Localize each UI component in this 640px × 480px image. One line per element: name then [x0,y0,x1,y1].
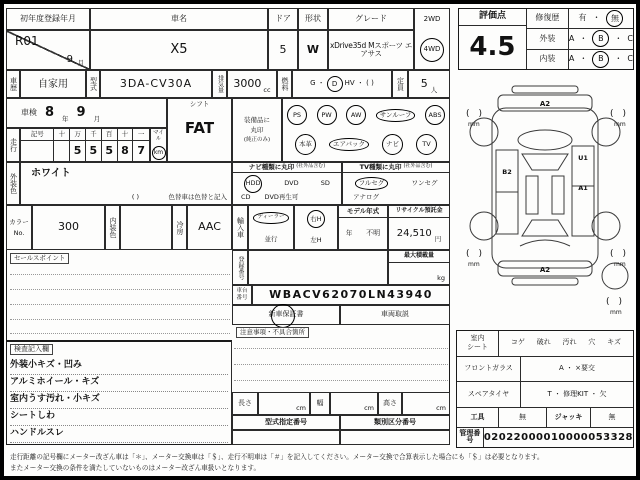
equipment-row2 [287,134,445,155]
mileage-digit-6: 7 [137,143,145,157]
front-strip [512,86,578,93]
exterior-grade-row [527,29,633,49]
wheel-rear-right [592,212,620,240]
inspection-item-1: 外装小キズ・凹み [10,358,228,375]
seat-scratch: キズ [607,338,622,347]
tv-row2 [343,194,449,204]
nav-row1 [233,173,341,194]
inspection-item-2: アルミホイール・キズ [10,375,228,392]
equipment-header-l1: 装備品に [244,116,270,125]
interior-a-option: A [568,53,575,63]
mileage-label: 走行 [6,128,20,162]
sales-line-5 [10,333,230,334]
model-code-value: 3DA-CV30A [100,70,212,98]
mileage-mile-option: マイル [153,130,164,143]
evaluation-score-header: 評価点 [459,9,526,26]
repair-history-row [527,9,633,29]
notes-line-2 [234,364,448,365]
disclaimer-line-2: またメーター交換の条件を満たしていないものはメーター改ざん車扱いとなります。 [10,463,261,472]
grade-value: xDrive35d Mスポーツ エアサス [328,30,414,70]
tv-analog-option: アナログ [353,192,379,201]
capacity-unit: 人 [430,85,438,94]
shaken-year: 8 [45,104,55,120]
interior-color-value [120,205,172,250]
class-designation-header: 類別区分番号 [340,415,450,430]
import-dealer-circled: ディーラー [253,212,288,224]
recycle-value-row [389,218,449,249]
inspection-item-5: ハンドルスレ [10,426,228,443]
warranty-circle-mark [271,304,295,328]
mileage-col-man: 万 [70,129,86,140]
length-unit: cm [296,403,306,412]
shape-value: W [298,30,328,70]
equip-tv-circled: TV [416,134,437,155]
tools-label: 工具 [457,408,499,427]
repair-history-options [569,10,633,27]
car-name-header: 車名 [90,8,268,30]
windshield-label: フロントガラス [457,357,521,382]
color-no-value: 300 [32,205,105,250]
windshield [518,130,572,150]
max-load-unit: kg [437,273,445,282]
mileage-col-hyaku: 百 [102,129,118,140]
repair-history-label: 修復歴 [527,9,569,28]
diagram-front-label: A2 [539,100,551,108]
exterior-grade-options [569,30,633,47]
interior-grade-row [527,50,633,69]
nav-sd-option: SD [320,178,330,187]
warranty-cell [232,305,340,325]
first-reg-month: 9 [66,54,73,65]
equip-aw-circled: AW [346,105,366,125]
exterior-a-option: A [568,33,575,43]
seat-label-l1: 室内 [470,334,485,343]
equipment-items [282,98,450,162]
handle-left-option: 左H [310,236,322,245]
exterior-b-circled: B [592,30,609,47]
mileage-col-sen: 千 [86,129,102,140]
windshield-value: A ・ ×要交 [558,364,596,373]
bracket-top-left: ( ) [466,109,483,119]
width-label: 幅 [310,392,330,415]
shape-header: 形状 [298,8,328,30]
equip-navi-circled: ナビ [382,134,403,155]
interior-grade-label: 内装 [527,50,569,69]
model-year-value-row [339,218,387,249]
sales-line-2 [10,289,230,290]
model-year-header: モデル年式 [339,206,387,218]
rear-window [520,240,570,246]
ext-sep1: ・ [579,33,588,43]
repair-yes-option: 有 [578,13,587,23]
repair-sep: ・ [592,13,601,23]
shaken-label: 車検 [21,107,37,117]
equipment-header-l2: 丸印 [250,125,264,134]
mileage-header-row [21,129,149,141]
chassis-label-l1: 車台 [236,287,248,294]
mm-bottom-left: mm [468,261,480,268]
spare-tire-label: スペアタイヤ [457,382,521,407]
recycle-value: 24,510 [396,227,432,239]
tv-fullseg-circled: フルセグ [355,177,389,190]
import-dealer-cell [248,205,294,250]
recycle-header: リサイクル預託金 [389,206,449,218]
seat-options [499,331,633,356]
management-row [457,428,633,447]
width-value [330,392,378,415]
mileage-digit-symbol [21,141,54,161]
handle-cell [294,205,338,250]
disclaimer-line-1: 走行距離の記号欄にメーター改ざん車は「＊」、メーター交換車は「＄」、走行不明車は「＃」を記入してください。メーター交換で合算表示した場合にも「＄」は必要となります。 [10,452,544,461]
car-diagram [454,74,636,322]
seat-stain: 汚れ [562,338,577,347]
equip-ps-circled: PS [287,105,307,125]
recycle-unit: 円 [434,234,442,243]
handle-right-circled: 右H [307,210,325,228]
displacement-number: 3000 [233,76,262,90]
nav-header [233,163,341,173]
type-designation-value [232,430,340,445]
shaken-year-unit: 年 [62,114,69,123]
condition-table [456,330,634,448]
rear-strip [512,278,578,285]
int-sep1: ・ [579,53,588,63]
drive-2wd-option: 2WD [423,15,441,24]
sales-point-label: セールスポイント [10,253,69,264]
drive-4wd-option-circled: 4WD [420,38,444,62]
exterior-color-label: 外装色 [6,162,20,205]
ac-value: AAC [187,205,232,250]
max-load-cell [388,250,450,285]
chassis-label-l2: 番号 [236,295,248,301]
model-year-value: 不明 [366,228,381,237]
mileage-col-ichi: 一 [137,129,145,138]
tv-header-text: TV種類に丸印 [359,163,402,171]
mileage-digit-4: 5 [102,141,118,161]
mileage-unit-cell [150,128,167,162]
inspection-item-3: 室内うす汚れ・小キズ [10,392,228,409]
seat-tear: 破れ [536,338,551,347]
mm-spare: mm [610,309,622,316]
mileage-km-option-circled: km [152,146,166,160]
equip-leather-circled: 本革 [295,134,316,155]
tv-oneseg-option: ワンセグ [411,178,438,187]
roof-left-rail [526,176,538,214]
inspection-item-4: シートしわ [10,409,228,426]
displacement-value [227,70,277,98]
mileage-col-symbol: 記号 [21,129,54,140]
mm-bottom-right: mm [614,261,626,268]
equip-airbag-circled: エアバック [329,138,369,151]
first-reg-month-unit: 月 [77,58,84,67]
width-unit: cm [364,403,374,412]
notes-line-3 [234,380,448,381]
height-unit: cm [436,403,446,412]
history-value: 自家用 [20,70,86,98]
tv-header [343,163,449,173]
shift-value: FAT [184,119,215,138]
nav-row2 [233,194,341,204]
mileage-digit-3: 5 [86,141,102,161]
mileage-digit-2: 5 [70,141,86,161]
nav-cd-option: CD [241,192,251,201]
jack-label: ジャッキ [547,408,591,427]
color-change-paren: ( ) [131,192,139,201]
history-label: 車歴 [6,70,20,98]
recycle-cell [388,205,450,250]
chassis-label [232,285,252,305]
diagram-left-label: B2 [502,168,512,176]
fuel-value [292,70,392,98]
exterior-grade-label: 外装 [527,29,569,48]
ext-sep2: ・ [614,33,623,43]
seat-hole: 穴 [588,338,596,347]
model-year-cell [338,205,388,250]
registration-no-value [248,250,388,285]
nav-hdd-circled: HDD [244,175,262,193]
class-designation-value [340,430,450,445]
management-no-value: 02022000010000053328 [483,431,633,443]
mileage-value-row [21,141,149,161]
capacity-number: 5 [420,76,428,90]
nav-section [232,162,342,205]
height-label: 高さ [378,392,402,415]
mileage-col-10man: 十 [54,129,70,140]
color-change-note: 色替車は色替と記入 [168,192,227,201]
tools-row [457,408,633,428]
fuel-gasoline-option: G [310,79,316,88]
mileage-digit-1 [54,141,70,161]
chassis-value: WBACV62070LN43940 [252,285,450,305]
shift-cell [167,98,232,162]
inspection-notes-label: 検査記入欄 [10,344,53,355]
registration-no-label: 登録番号 [232,250,248,285]
first-reg-year: R01 [15,34,39,48]
seat-row [457,331,633,357]
bracket-top-right: ( ) [610,109,627,119]
first-registration-value [6,30,90,70]
ac-label: 冷房 [172,205,187,250]
fuel-other-options: HV ・ ( ) [344,79,374,88]
seat-label [457,331,499,356]
roof-right-rail [552,176,564,214]
mileage-digit-5: 8 [118,141,134,161]
sales-line-4 [10,319,230,320]
interior-c-option: C [627,53,633,63]
evaluation-score-box [459,9,527,69]
first-registration-header: 初年度登録年月 [6,8,90,30]
evaluation-score-value: 4.5 [469,32,516,63]
shaken-month-unit: 月 [93,114,101,123]
nav-header-note: (社外品含む) [296,163,326,169]
model-year-unit: 年 [345,229,353,237]
sales-line-1 [10,274,230,275]
diagram-rear-label: A2 [539,266,551,274]
exterior-color-value: ホワイト [31,168,71,179]
warranty-book-circled: 新車保証書 [268,310,304,319]
interior-grade-options [569,51,633,68]
max-load-header: 最大積載量 [389,251,449,263]
seat-burn: コゲ [510,338,525,347]
fuel-label: 燃料 [277,70,292,98]
exterior-c-option: C [627,33,633,43]
length-value [258,392,310,415]
diagram-right-lower-label: A1 [578,184,588,192]
interior-b-circled: B [592,51,609,68]
mileage-table [20,128,150,162]
capacity-value [408,70,450,98]
spare-tire-value: T ・ 修理KIT ・ 欠 [547,389,607,398]
equip-abs-circled: ABS [425,105,445,125]
equip-sunroof-circled: サンルーフ [376,109,416,122]
shaken-row [6,98,167,128]
notes-label: 注意事項・不具合箇所 [236,327,309,338]
fuel-sep: ・ [317,79,325,88]
mm-top-right: mm [614,121,626,128]
fuel-diesel-option-circled: D [327,76,343,92]
evaluation-table [458,8,634,70]
notes-line-1 [234,348,448,349]
type-designation-header: 型式指定番号 [232,415,340,430]
color-no-label [6,205,32,250]
shaken-month: 9 [76,104,86,120]
diagram-right-upper-label: U1 [578,154,588,162]
color-no-label-l1: カラー [9,218,29,227]
displacement-unit: cc [263,85,271,94]
equipment-header [232,98,282,162]
jack-value: 無 [608,412,616,421]
nav-header-text: ナビ種類に丸印 [248,163,295,171]
car-name-value: X5 [90,30,268,70]
drive-type-cell [414,8,450,70]
roof-front [522,154,568,170]
capacity-label: 定員 [392,70,408,98]
interior-color-label: 内装色 [105,205,120,250]
roof-rear [522,220,568,236]
height-value [402,392,450,415]
seat-label-l2: シート [467,343,488,352]
color-no-label-l2: No. [13,228,25,237]
bracket-bottom-left: ( ) [466,249,483,259]
sales-line-3 [10,304,230,305]
doors-header: ドア [268,8,298,30]
equip-pw-circled: PW [317,105,337,125]
grade-header: グレード [328,8,414,30]
length-label: 長さ [232,392,258,415]
int-sep2: ・ [614,53,623,63]
windshield-row [457,357,633,383]
equipment-header-l3: (純正のみ) [243,136,271,143]
exterior-color-cell [20,162,232,205]
tv-header-note: (社外品含む) [403,163,433,169]
mileage-col-ju: 十 [118,129,134,140]
model-code-label: 型式 [86,70,100,98]
bracket-spare: ( ) [606,297,623,307]
nav-dvd-play-option: DVD再生可 [264,192,299,201]
tv-section [342,162,450,205]
shift-label: シフト [189,100,210,108]
spare-tire-row [457,382,633,408]
mm-top-left: mm [468,121,480,128]
displacement-label: 排気量 [212,70,227,98]
nav-dvd-option: DVD [284,178,299,187]
import-label: 輸入車 [232,205,248,250]
wheel-rear-left [470,212,498,240]
import-parallel-option: 並行 [264,234,278,243]
equipment-row1 [287,105,445,125]
manual-cell: 車両取説 [340,305,450,325]
bracket-bottom-right: ( ) [610,249,627,259]
management-no-label: 管理番号 [457,428,484,447]
doors-value: 5 [268,30,298,70]
evaluation-grades [527,9,633,69]
tv-row1 [343,173,449,194]
repair-no-circled: 無 [606,10,623,27]
tools-value: 無 [499,408,547,427]
